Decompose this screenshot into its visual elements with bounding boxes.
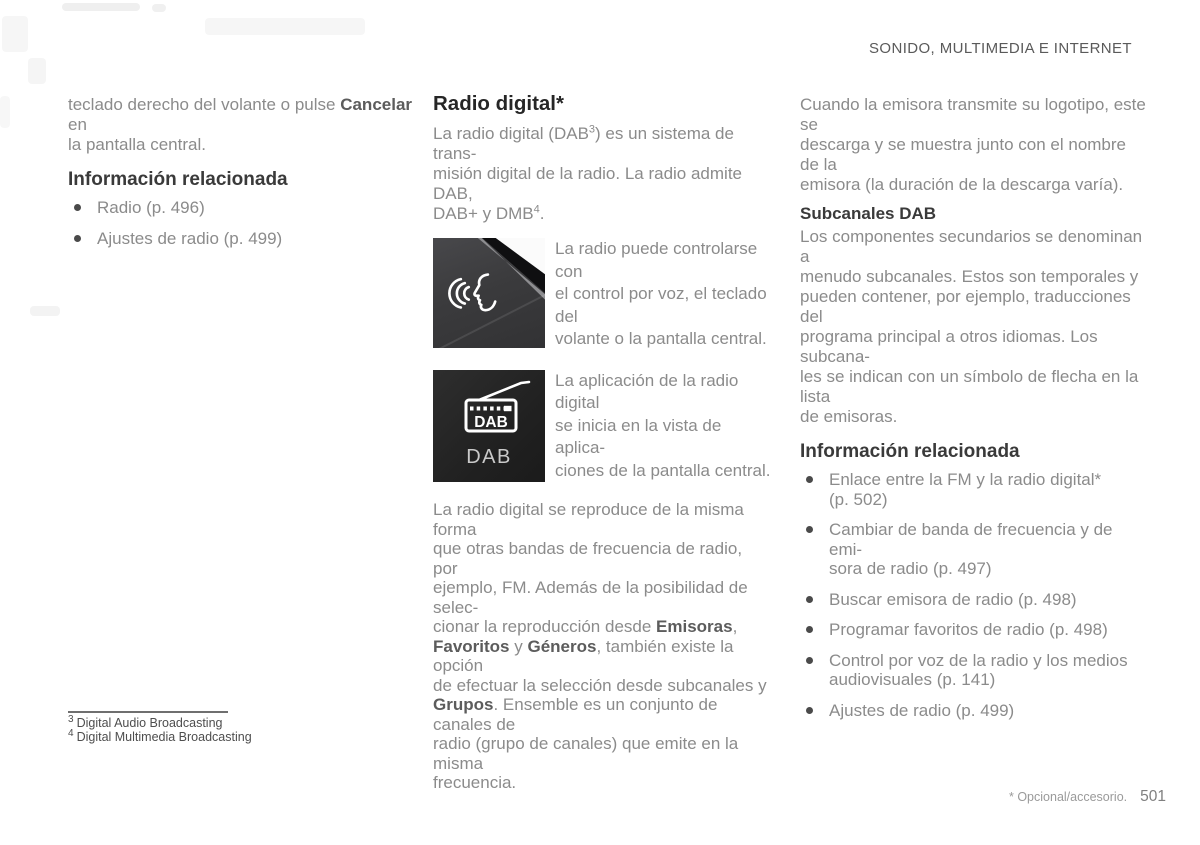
list-item [800, 701, 1148, 721]
figure-caption: La radio puede controlarse con el control por voz, el teclado del volante o la pantalla central. [555, 239, 767, 348]
list-item-label: Buscar emisora de radio (p. 498) [829, 589, 1077, 609]
footnote-text: Digital Multimedia Broadcasting [76, 730, 252, 744]
voice-control-button-photo [433, 238, 545, 348]
bullet-icon [806, 596, 813, 603]
list-item [800, 651, 1148, 690]
bullet-icon [74, 204, 81, 211]
bullet-icon [806, 707, 813, 714]
voice-control-icon [445, 260, 511, 326]
list-item [68, 198, 416, 218]
media-row-voice [433, 238, 771, 351]
footnote-number: 4 [68, 727, 74, 739]
left-paragraph: teclado derecho del volante o pulse Cancelar en la pantalla central. [68, 95, 413, 154]
page-footer [1009, 788, 1166, 806]
bullet-icon [74, 235, 81, 242]
scan-artifact [28, 58, 46, 84]
list-item-label: Control por voz de la radio y los medios audiovisuales (p. 141) [829, 650, 1128, 689]
scan-artifact [0, 96, 10, 128]
list-item-label: Programar favoritos de radio (p. 498) [829, 620, 1108, 639]
footnote-item [68, 713, 252, 730]
subchannels-paragraph: Los componentes secundarios se denominan a menudo subcanales. Estos son temporales y pueden contener, por ejemplo, traducciones del programa principal a otros idiomas. Los subcana- les se indican con un símbolo de flecha en la lista de emisoras. [800, 227, 1143, 426]
list-item [800, 470, 1148, 509]
middle-column [433, 92, 771, 793]
bullet-icon [806, 476, 813, 483]
list-item-label: Radio (p. 496) [97, 198, 205, 217]
footnote-item [68, 727, 252, 744]
scan-artifact [205, 18, 365, 35]
media-row-dab [433, 370, 771, 483]
list-item [800, 590, 1148, 610]
scan-artifact [152, 4, 166, 12]
related-info-heading: Información relacionada [800, 441, 1020, 462]
page-header: SONIDO, MULTIMEDIA E INTERNET [868, 40, 1132, 57]
list-item [800, 520, 1148, 579]
article-title: Radio digital* [433, 92, 564, 115]
dab-app-tile [433, 370, 545, 482]
optional-accessory-note: * Opcional/accesorio. [1009, 790, 1128, 804]
related-list [68, 198, 416, 248]
bullet-icon [806, 657, 813, 664]
footnote-rule [68, 711, 228, 713]
related-list [800, 470, 1148, 720]
bullet-icon [806, 526, 813, 533]
right-column [800, 95, 1148, 720]
left-column [68, 95, 416, 248]
footnote-list [68, 713, 252, 744]
intro-paragraph: La radio digital (DAB$^3$) es un sistema de trans- misión digital de la radio. La radio admite DAB, DAB+ y DMB$^4$. [433, 123, 743, 223]
scan-artifact [2, 16, 28, 52]
page-number: 501 [1140, 788, 1166, 805]
footnote-text: Digital Audio Broadcasting [76, 716, 223, 730]
list-item [68, 229, 416, 249]
scan-artifact [30, 306, 60, 316]
figure-caption: La aplicación de la radio digital se inicia en la vista de aplica- ciones de la pantalla central. [555, 370, 771, 480]
bullet-icon [806, 626, 813, 633]
subchannels-heading: Subcanales DAB [800, 204, 937, 223]
body-paragraph: La radio digital se reproduce de la misma forma que otras bandas de frecuencia de radio, por ejemplo, FM. Además de la posibilidad de selec- cionar la reproducción desde Emisoras, Favoritos y Géneros, también existe la opción de efectuar la selección desde subcanales y Grupos. Ensemble es un conjunto de canales de radio (grupo de canales) que emite en la misma frecuencia. [433, 500, 767, 792]
logo-paragraph: Cuando la emisora transmite su logotipo, este se descarga y se muestra junto con el nombre de la emisora (la duración de la descarga varía). [800, 95, 1146, 194]
svg-text:DAB: DAB [474, 413, 508, 431]
dab-app-label: DAB [466, 445, 512, 468]
list-item-label: Cambiar de banda de frecuencia y de emi- sora de radio (p. 497) [829, 520, 1113, 578]
list-item-label: Ajustes de radio (p. 499) [97, 228, 283, 248]
scan-artifact [62, 3, 140, 11]
list-item-label: Ajustes de radio (p. 499) [829, 700, 1015, 720]
list-item [800, 620, 1148, 640]
footnote-number: 3 [68, 713, 74, 725]
list-item-label: Enlace entre la FM y la radio digital* (p. 502) [829, 470, 1102, 509]
related-info-heading: Información relacionada [68, 169, 288, 190]
